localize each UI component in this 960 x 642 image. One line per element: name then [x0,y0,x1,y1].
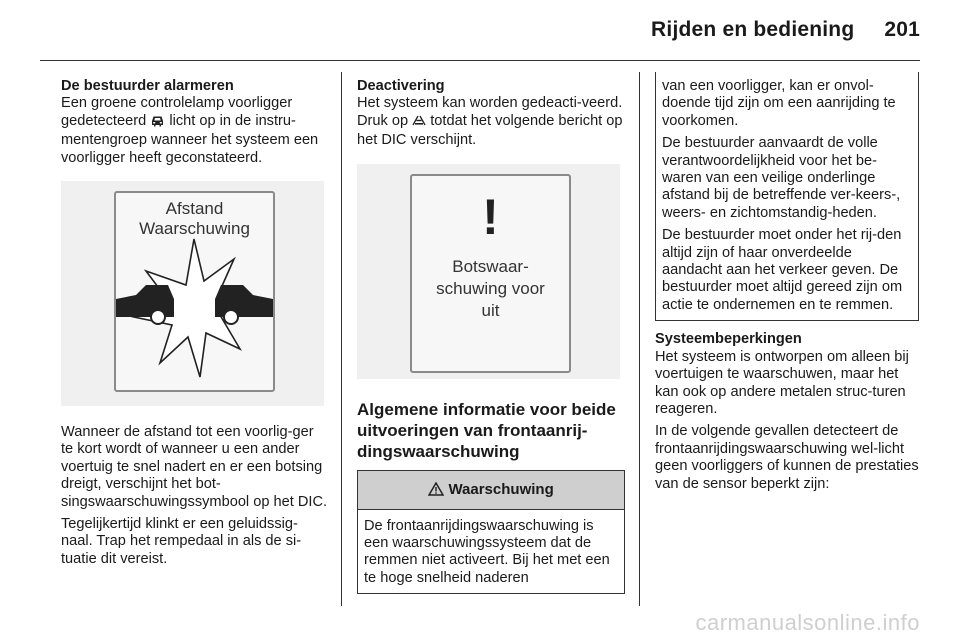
alarm-paragraph [61,95,329,167]
dic-line3: uit [481,300,500,320]
column-3 [655,72,919,498]
alarm-text-a: Een groene controlelamp voorligger gedetecteerd [61,95,293,129]
general-info-title: Algemene informatie voor beide uitvoeringen van frontaanrij-dingswaarschuwing [357,399,616,461]
warning-title: Waarschuwing [448,480,554,498]
deactivation-text-a: Het systeem kan worden gedeacti-veerd. Druk op [357,95,623,129]
distance-warning-figure [61,181,324,406]
gap-setting-icon [412,114,426,132]
figure-label-line2: Waarschuwing [139,219,250,239]
warning-cont-3: De bestuurder moet onder het rij-den altijd zijn of haar onverdeelde aandacht aan het verkeer geven. De bestuurder moet altijd gereed zijn om actie te ondernemen en te remmen. [662,227,903,313]
figure-label-line1: Afstand [165,199,224,219]
distance-warning-display [114,191,275,392]
warning-box-continued [655,72,919,321]
warning-cont-2: De bestuurder aanvaardt de volle verantwoordelijkheid voor het be-waren van een veilige onderlinge afstand bij de betreffende ver-keers-, weers- en zichtomstandig-heden. [662,135,901,221]
column-1 [61,78,329,573]
limitations-heading: Systeembeperkingen [655,331,802,348]
limitations-paragraph-1: Het systeem is ontworpen om alleen bij voertuigen te waarschuwen, maar het kan ook op andere metalen struc-turen reageren. [655,348,909,417]
page-number: 201 [884,18,920,41]
page-header [651,18,920,42]
dic-line2: schuwing voor [436,278,545,298]
column-2 [357,78,625,594]
dic-message-display [410,174,571,373]
warning-cont-1: van een voorligger, kan er onvol-doende tijd zijn om een aanrijding te voorkomen. [662,78,896,129]
deactivation-text-b: totdat het volgende bericht op het DIC verschijnt. [357,112,623,149]
warning-exclamation-icon: ! [482,188,499,245]
warning-box [357,470,625,595]
deactivation-paragraph [357,95,625,149]
collision-symbol-icon [116,237,273,387]
header-rule [40,60,920,61]
warning-header [358,471,624,510]
deactivation-figure [357,164,620,379]
distance-paragraph: Wanneer de afstand tot een voorlig-ger te kort wordt of wanneer u een ander voertuig te snel nadert en er een botsing dreigt, verschijnt het bot-singswaarschuwingssymbool op het DIC. [61,424,328,510]
car-front-icon [150,115,165,132]
limitations-paragraph-2: In de volgende gevallen detecteert de frontaanrijdingswaarschuwing wel-licht geen voorliggers of kunnen de prestaties van de sensor beperkt zijn: [655,423,919,492]
dic-line1: Botswaar- [452,256,529,276]
warning-triangle-icon [428,481,448,498]
warning-body: De frontaanrijdingswaarschuwing is een waarschuwingssysteem dat de remmen niet activeert. Bij het met een te hoge snelheid naderen [364,517,610,586]
alarm-heading: De bestuurder alarmeren [61,78,234,94]
deactivation-heading: Deactivering [357,78,445,94]
page-title: Rijden en bediening [651,18,855,41]
watermark: carmanualsonline.info [695,610,920,635]
sound-paragraph: Tegelijkertijd klinkt er een geluidssig-naal. Trap het rempedaal in als de si-tuatie dit vereist. [61,516,302,567]
column-divider-2 [639,72,640,606]
alarm-text-b: licht op in de instru-mentengroep wanneer het systeem een voorligger heeft geconstateerd. [61,112,319,166]
column-divider-1 [341,72,342,606]
